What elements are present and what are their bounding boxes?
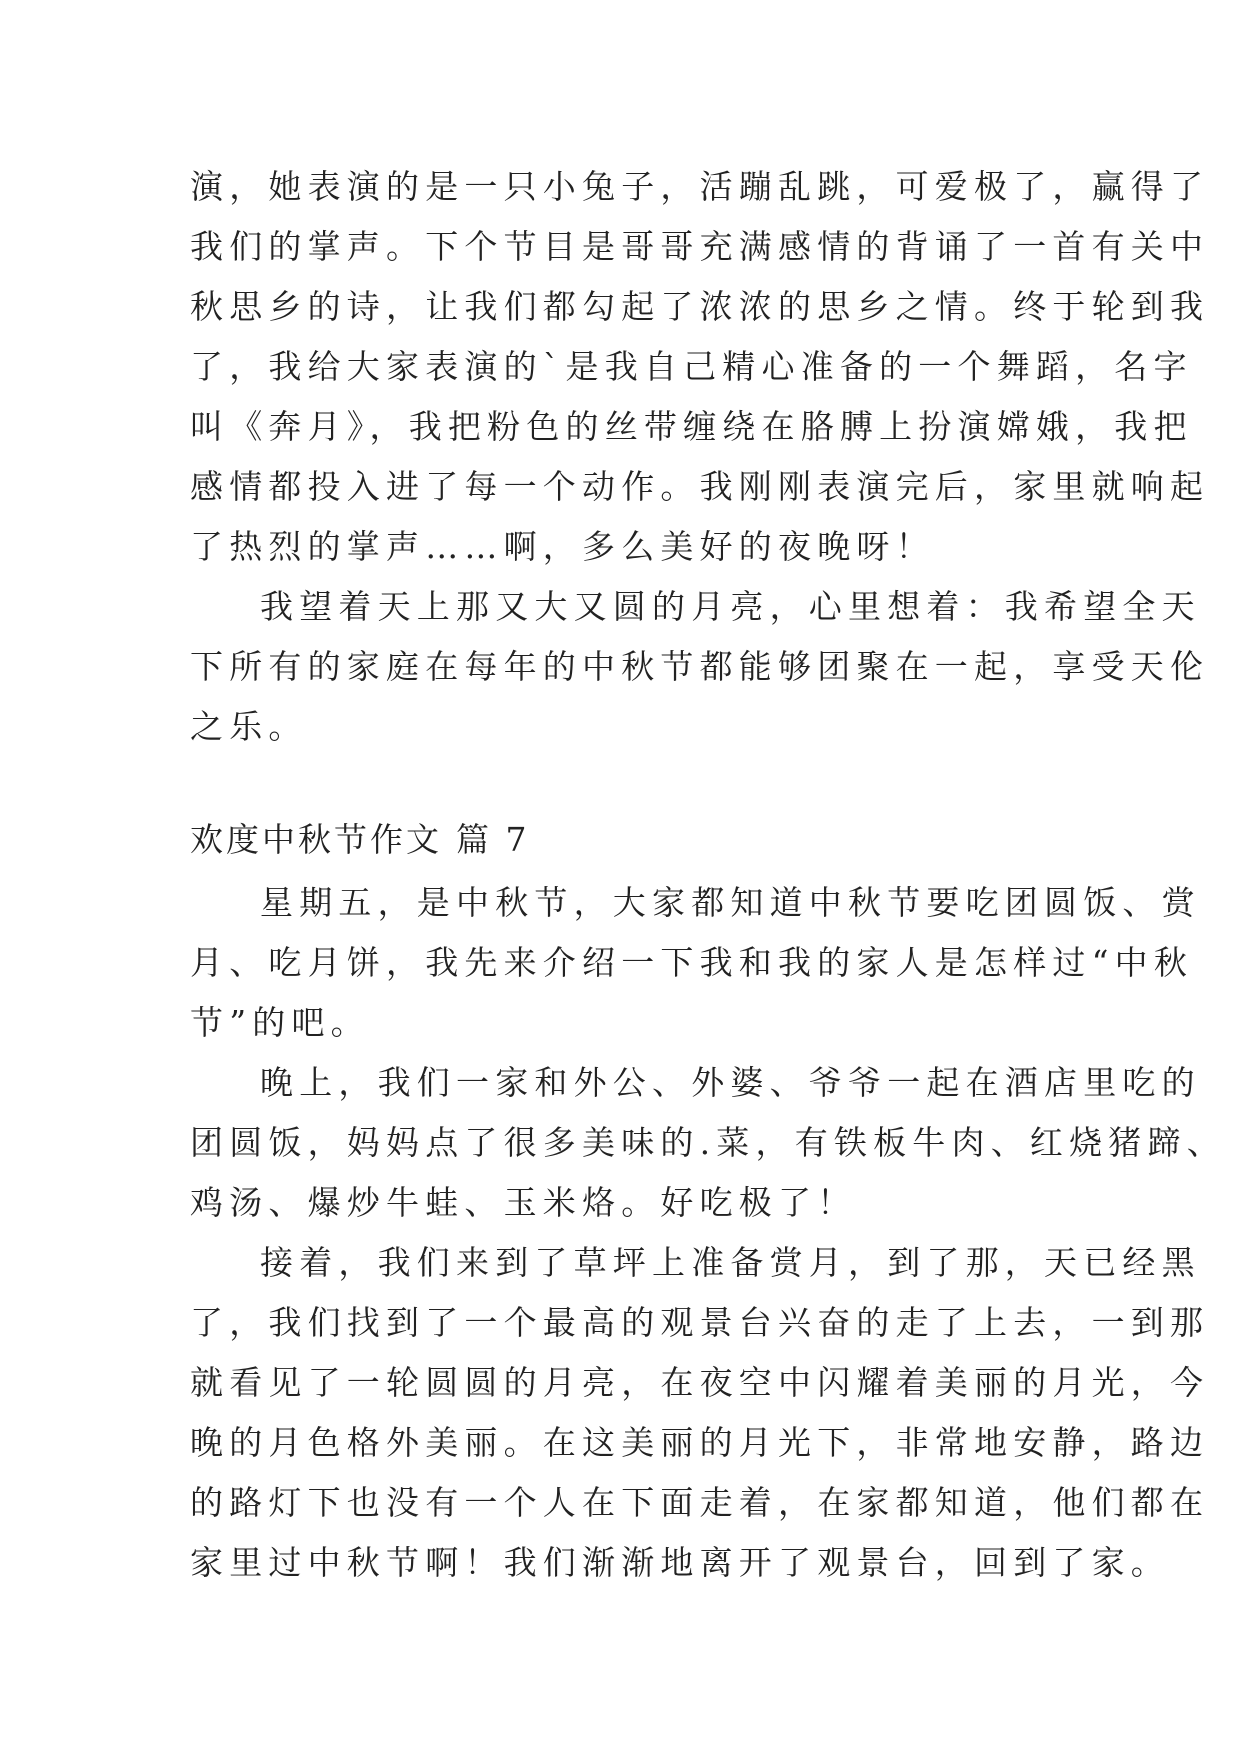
text-line: 星期五，是中秋节，大家都知道中秋节要吃团圆饭、赏: [260, 883, 1201, 922]
section-gap: [190, 757, 1080, 807]
text-line: 接着，我们来到了草坪上准备赏月，到了那，天已经黑: [260, 1243, 1201, 1282]
continuation-paragraph: [190, 157, 1210, 577]
text-line: 演，她表演的是一只小兔子，活蹦乱跳，可爱极了，赢得了: [190, 167, 1210, 206]
text-line: 我们的掌声。下个节目是哥哥充满感情的背诵了一首有关中: [190, 227, 1210, 266]
text-line: 家里过中秋节啊！我们渐渐地离开了观景台，回到了家。: [190, 1543, 1170, 1582]
text-line: 晚上，我们一家和外公、外婆、爷爷一起在酒店里吃的: [260, 1063, 1201, 1102]
text-line: 团圆饭，妈妈点了很多美味的.菜，有铁板牛肉、红烧猪蹄、: [190, 1123, 1226, 1162]
text-line: 我望着天上那又大又圆的月亮，心里想着：我希望全天: [260, 587, 1201, 626]
text-line: 晚的月色格外美丽。在这美丽的月光下，非常地安静，路边: [190, 1423, 1210, 1462]
text-line: 月、吃月饼，我先来介绍一下我和我的家人是怎样过“中秋: [190, 943, 1194, 982]
text-line: 了热烈的掌声……啊，多么美好的夜晚呀！: [190, 527, 935, 566]
text-line: 的路灯下也没有一个人在下面走着，在家都知道，他们都在: [190, 1483, 1210, 1522]
essay-heading: [190, 807, 1080, 873]
essay-number: 篇 7: [456, 820, 530, 859]
text-line: 鸡汤、爆炒牛蛙、玉米烙。好吃极了！: [190, 1183, 857, 1222]
text-line: 了，我给大家表演的`是我自己精心准备的一个舞蹈，名字: [190, 347, 1193, 386]
text-line: 下所有的家庭在每年的中秋节都能够团聚在一起，享受天伦: [190, 647, 1210, 686]
text-line: 节”的吧。: [190, 1003, 370, 1042]
text-line: 就看见了一轮圆圆的月亮，在夜空中闪耀着美丽的月光，今: [190, 1363, 1210, 1402]
essay-paragraph-1: [190, 873, 1201, 1053]
document-body: [190, 157, 1226, 1593]
text-line: 了，我们找到了一个最高的观景台兴奋的走了上去，一到那: [190, 1303, 1210, 1342]
essay-title: 欢度中秋节作文: [190, 820, 442, 859]
closing-paragraph: [190, 577, 1210, 757]
essay-paragraph-2: [190, 1053, 1226, 1233]
text-line: 感情都投入进了每一个动作。我刚刚表演完后，家里就响起: [190, 467, 1210, 506]
essay-paragraph-3: [190, 1233, 1210, 1593]
text-line: 秋思乡的诗，让我们都勾起了浓浓的思乡之情。终于轮到我: [190, 287, 1210, 326]
text-line: 之乐。: [190, 707, 308, 746]
text-line: 叫《奔月》，我把粉色的丝带缠绕在胳膊上扮演嫦娥，我把: [190, 407, 1193, 446]
